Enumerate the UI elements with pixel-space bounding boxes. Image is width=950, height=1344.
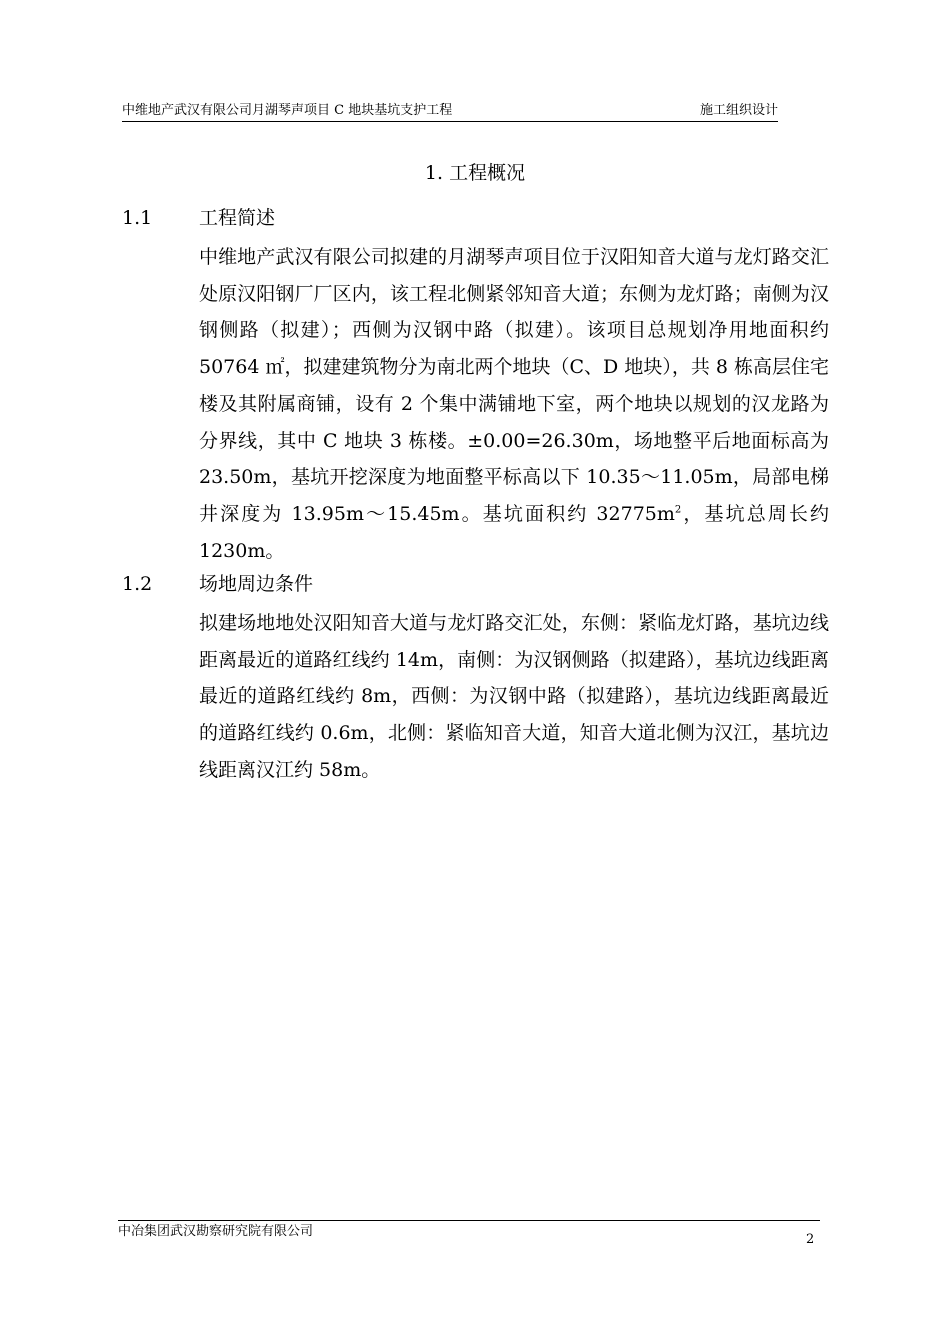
chapter-title: 1. 工程概况 [424,162,526,184]
section-1-2-number: 1.2 [122,573,153,595]
footer-company: 中冶集团武汉勘察研究院有限公司 [118,1224,314,1239]
section-1-1-title: 工程简述 [199,207,276,229]
section-1-2-paragraph: 拟建场地地处汉阳知音大道与龙灯路交汇处，东侧：紧临龙灯路，基坑边线距离最近的道路红线约 14m，南侧：为汉钢侧路（拟建路），基坑边线距离最近的道路红线约 8m，西侧：为汉钢中路（拟建路），基坑边线距离最近的道路红线约 0.6m，北侧：紧临知音大道，知音大道北侧为汉江，基坑边线距离汉江约 58m。 [199,612,829,781]
section-1-1-number: 1.1 [122,207,153,229]
header-document-type: 施工组织设计 [699,103,778,118]
footer-divider [118,1220,820,1221]
page-header [122,101,778,122]
section-1-1-text: 中维地产武汉有限公司拟建的月湖琴声项目位于汉阳知音大道与龙灯路交汇处原汉阳钢厂厂区内，该工程北侧紧邻知音大道；东侧为龙灯路；南侧为汉钢侧路（拟建）；西侧为汉钢中路（拟建）。该项目总规划净用地面积约 50764 ㎡，拟建建筑物分为南北两个地块（C、D 地块），共 8 栋高层住宅楼及其附属商铺，设有 2 个集中满铺地下室，两个地块以规划的汉龙路为分界线，其中 C 地块 3 栋楼。±0.00=26.30m，场地整平后地面标高为 23.50m，基坑开挖深度为地面整平标高以下 10.35～11.05m，局部电梯井深度为 13.95m～15.45m。基坑面积约 32775m [199,246,829,525]
section-1-1-paragraph [199,239,829,569]
section-1-2-title: 场地周边条件 [199,573,314,595]
area-unit-superscript: 2 [674,504,682,516]
section-1-1-text-end: ，基坑总周长约 1230m。 [199,502,829,562]
header-project-title: 中维地产武汉有限公司月湖琴声项目 C 地块基坑支护工程 [122,103,453,118]
page-number: 2 [806,1232,815,1247]
